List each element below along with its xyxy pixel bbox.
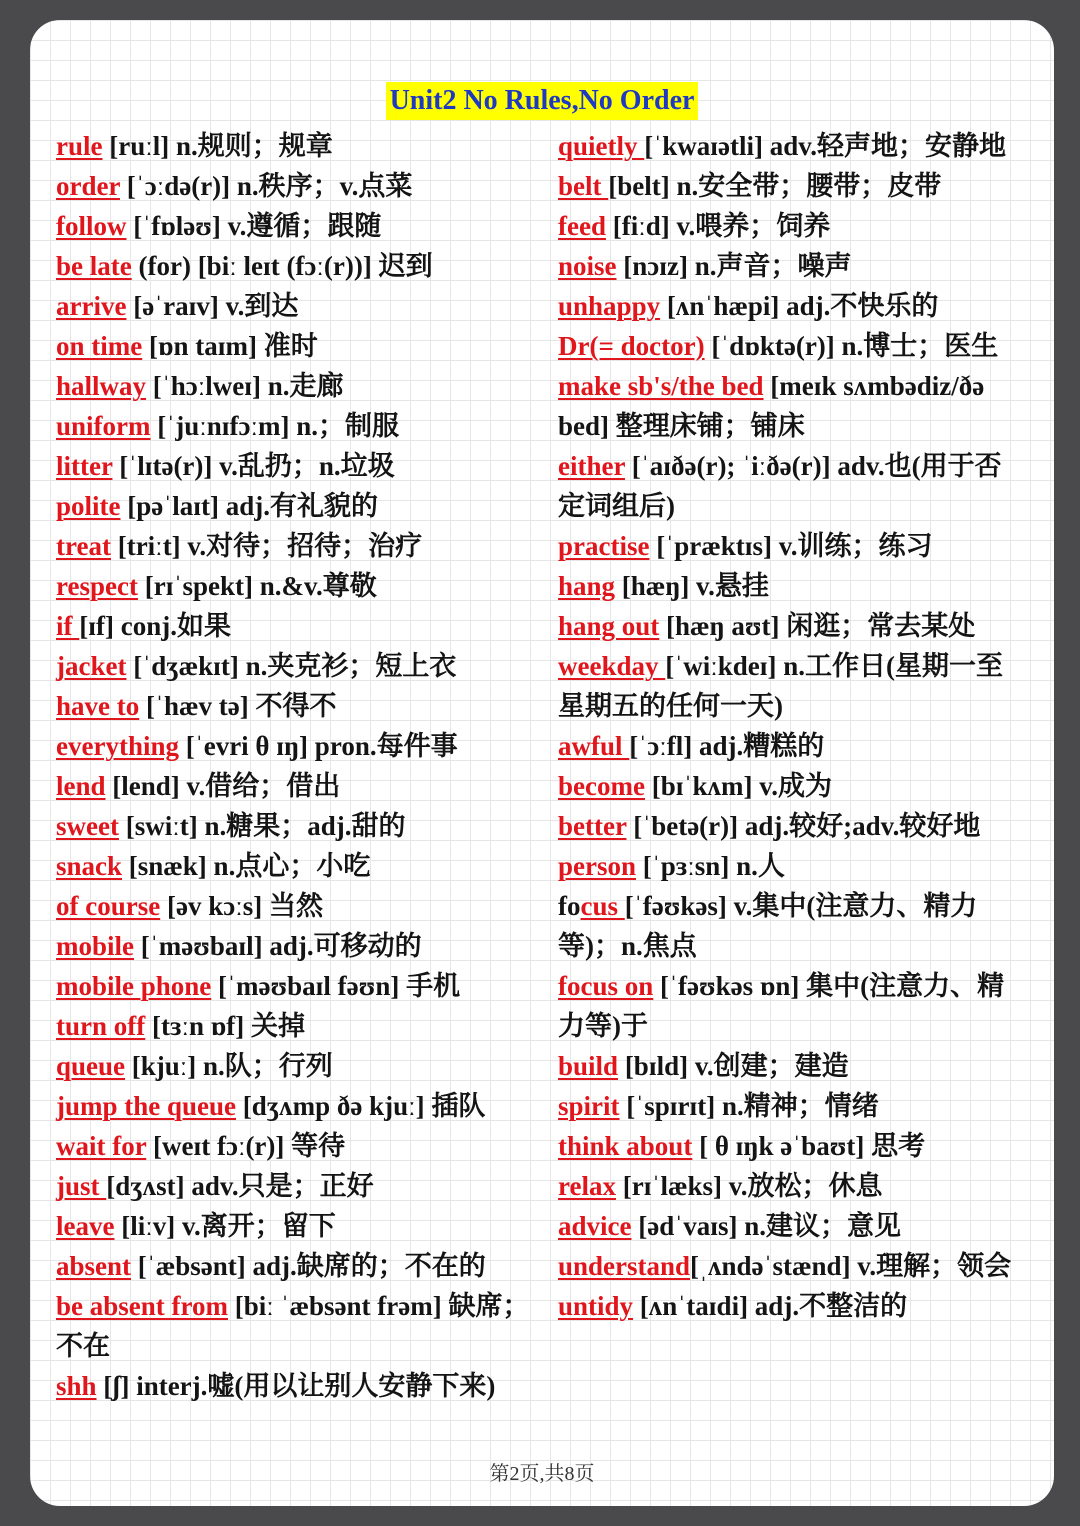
vocab-entry [56,686,532,726]
vocab-entry [558,1286,1028,1326]
vocab-word: wait for [56,1131,147,1161]
vocab-word: on time [56,331,143,361]
vocab-definition: [ θ ɪŋk əˈbaʊt] 思考 [692,1131,926,1161]
vocab-entry [56,126,532,166]
vocab-word: leave [56,1211,115,1241]
vocab-word: jump the queue [56,1091,237,1121]
page-number: 第2页,共8页 [489,1463,595,1485]
vocab-definition: [ˌʌndəˈstænd] v.理解；领会 [690,1251,1012,1281]
vocab-definition: [bɪˈkʌm] v.成为 [644,771,832,801]
vocab-entry [558,766,1028,806]
vocab-entry [56,606,532,646]
vocab-word: turn off [56,1011,146,1041]
vocab-definition: [ˈməʊbaɪl fəʊn] 手机 [211,971,461,1001]
unit-title [30,82,1054,120]
vocab-word: absent [56,1251,132,1281]
vocab-definition: [ˈɔːdə(r)] n.秩序；v.点菜 [119,171,413,201]
vocab-entry [558,1246,1028,1286]
vocab-definition: [ˈæbsənt] adj.缺席的；不在的 [131,1251,486,1281]
vocab-entry [558,1086,1028,1126]
vocab-entry [558,966,1028,1046]
vocab-definition: [ˈlɪtə(r)] v.乱扔；n.垃圾 [112,451,395,481]
vocab-entry [558,886,1028,966]
vocab-entry [56,486,532,526]
vocab-word: jacket [56,651,127,681]
vocab-definition: [dʒʌmp ðə kjuː] 插队 [236,1091,486,1121]
vocab-word: make sb's/the bed [558,371,764,401]
vocab-entry [56,206,532,246]
vocab-definition: [ˈfəʊkəs ɒn] 集中(注意力、精力等)于 [558,971,1005,1041]
vocab-definition: [ˈaɪðə(r); ˈiːðə(r)] adv.也(用于否定词组后) [558,451,1002,521]
vocab-entry [56,926,532,966]
vocab-word: build [558,1051,619,1081]
vocab-definition: [ˈpɜːsn] n.人 [636,851,785,881]
vocab-entry [56,1246,532,1286]
vocab-entry [56,526,532,566]
vocab-word: follow [56,211,127,241]
vocab-entry [56,1006,532,1046]
vocab-definition: [dʒʌst] adv.只是；正好 [106,1171,374,1201]
vocab-definition: [rɪˈlæks] v.放松；休息 [615,1171,883,1201]
vocab-definition: [meɪk sʌmbədiz/ðə bed] 整理床铺；铺床 [558,371,985,441]
vocab-definition: [ˈspɪrɪt] n.精神；情绪 [619,1091,879,1121]
vocab-definition: [rɪˈspekt] n.&v.尊敬 [137,571,377,601]
vocab-definition: [ˈevri θ ɪŋ] pron.每件事 [178,731,458,761]
vocab-definition: (for) [biː leɪt (fɔː(r))] 迟到 [131,251,433,281]
vocab-word: shh [56,1371,97,1401]
vocab-word: quietly [558,131,645,161]
vocab-definition: [hæŋ] v.悬挂 [615,571,769,601]
vocab-entry [558,286,1028,326]
vocab-word: relax [558,1171,616,1201]
vocab-entry [558,166,1028,206]
vocab-entry [56,326,532,366]
vocab-entry [56,766,532,806]
vocab-word: spirit [558,1091,620,1121]
vocab-word: become [558,771,645,801]
vocab-word: person [558,851,637,881]
vocab-entry [558,1126,1028,1166]
vocab-entry [558,1046,1028,1086]
vocab-definition: [ˈpræktɪs] v.训练；练习 [649,531,933,561]
vocab-word: polite [56,491,121,521]
vocab-word: lend [56,771,106,801]
right-column [558,126,1028,1326]
vocab-definition: [hæŋ aʊt] 闲逛；常去某处 [659,611,976,641]
vocab-word: untidy [558,1291,634,1321]
vocab-word: belt [558,171,609,201]
vocab-entry [558,206,1028,246]
vocab-definition: [əv kɔːs] 当然 [160,891,323,921]
vocab-entry [56,406,532,446]
vocab-definition: [pəˈlaɪt] adj.有礼貌的 [120,491,378,521]
vocab-definition: [ɒn taɪm] 准时 [142,331,318,361]
vocab-word: everything [56,731,179,761]
vocab-word: hang out [558,611,660,641]
vocab-entry [558,126,1028,166]
vocab-entry [56,1286,532,1366]
vocab-word: queue [56,1051,126,1081]
vocab-definition: [ədˈvaɪs] n.建议；意见 [631,1211,902,1241]
vocab-word: be absent from [56,1291,228,1321]
vocab-word: mobile [56,931,134,961]
vocab-word: have to [56,691,140,721]
vocab-entry [56,966,532,1006]
vocab-word: noise [558,251,617,281]
vocab-definition: [ˈməʊbaɪl] adj.可移动的 [134,931,422,961]
vocab-word: litter [56,451,113,481]
vocab-definition: [liːv] v.离开；留下 [114,1211,336,1241]
vocab-word: weekday [558,651,666,681]
vocab-word: cus [580,891,625,921]
vocab-definition: [ˈwiːkdeɪ] n.工作日(星期一至星期五的任何一天) [558,651,1004,721]
vocab-entry [558,606,1028,646]
vocab-prefix: fo [558,891,581,921]
vocab-entry [56,446,532,486]
vocab-word: hang [558,571,616,601]
vocab-word: feed [558,211,606,241]
vocab-definition: [ˈhɔːlweɪ] n.走廊 [146,371,344,401]
vocab-word: mobile phone [56,971,212,1001]
vocab-entry [56,726,532,766]
vocab-word: snack [56,851,123,881]
vocab-definition: [snæk] n.点心；小吃 [122,851,371,881]
vocab-entry [558,246,1028,286]
vocab-word: awful [558,731,630,761]
vocab-word: arrive [56,291,127,321]
vocab-definition: [fiːd] v.喂养；饲养 [605,211,831,241]
vocab-definition: [biː ˈæbsənt frəm] 缺席；不在 [56,1291,530,1361]
left-column [56,126,532,1406]
vocab-entry [558,726,1028,766]
vocab-definition: [lend] v.借给；借出 [105,771,341,801]
vocab-entry [558,326,1028,366]
vocab-entry [558,366,1028,446]
vocab-word: rule [56,131,103,161]
vocab-entry [56,846,532,886]
vocab-definition: [ˈbetə(r)] adj.较好;adv.较好地 [626,811,981,841]
vocab-word: Dr(= doctor) [558,331,705,361]
vocab-definition: [ˈkwaɪətli] adv.轻声地；安静地 [644,131,1007,161]
vocab-definition: [ʌnˈhæpi] adj.不快乐的 [660,291,939,321]
vocab-entry [558,646,1028,726]
vocab-entry [558,806,1028,846]
vocab-entry [56,566,532,606]
vocab-definition: [tɜːn ɒf] 关掉 [145,1011,306,1041]
vocab-entry [56,366,532,406]
vocab-entry [558,526,1028,566]
vocab-entry [56,1126,532,1166]
vocab-definition: [kjuː] n.队；行列 [125,1051,333,1081]
vocab-entry [56,646,532,686]
vocab-entry [558,1206,1028,1246]
vocab-word: focus on [558,971,654,1001]
vocab-definition: [nɔɪz] n.声音；噪声 [616,251,852,281]
vocab-entry [558,446,1028,526]
vocab-word: better [558,811,627,841]
vocab-definition: [triːt] v.对待；招待；治疗 [110,531,423,561]
vocab-word: respect [56,571,138,601]
vocab-word: practise [558,531,650,561]
vocab-word: order [56,171,120,201]
vocab-entry [56,1086,532,1126]
vocab-definition: [ˈhæv tə] 不得不 [139,691,337,721]
vocab-definition: [belt] n.安全带；腰带；皮带 [608,171,942,201]
vocab-definition: [ˈjuːnɪfɔːm] n.；制服 [150,411,399,441]
vocab-definition: [ʌnˈtaɪdi] adj.不整洁的 [633,1291,908,1321]
vocab-definition: [ˈdɒktə(r)] n.博士；医生 [704,331,999,361]
vocab-word: understand [558,1251,691,1281]
vocab-word: sweet [56,811,119,841]
vocab-word: uniform [56,411,151,441]
vocab-word: just [56,1171,107,1201]
vocab-definition: [ɪf] conj.如果 [79,611,231,641]
vocab-word: unhappy [558,291,661,321]
vocab-entry [56,286,532,326]
document-page [30,20,1054,1506]
vocab-entry [56,806,532,846]
vocab-entry [56,886,532,926]
vocab-definition: [əˈraɪv] v.到达 [126,291,299,321]
vocab-word: if [56,611,80,641]
vocab-definition: [ˈdʒækɪt] n.夹克衫；短上衣 [126,651,457,681]
vocab-entry [56,246,532,286]
vocab-definition: [weɪt fɔː(r)] 等待 [146,1131,346,1161]
vocab-word: think about [558,1131,693,1161]
vocab-word: treat [56,531,111,561]
vocab-entry [558,1166,1028,1206]
vocab-definition: [swiːt] n.糖果；adj.甜的 [118,811,406,841]
vocab-entry [558,566,1028,606]
vocab-entry [56,1366,532,1406]
vocab-definition: [bɪld] v.创建；建造 [618,1051,849,1081]
vocab-definition: [ruːl] n.规则；规章 [102,131,333,161]
vocab-word: advice [558,1211,632,1241]
unit-title-text: Unit2 No Rules,No Order [386,82,699,120]
vocab-entry [56,1206,532,1246]
vocab-word: hallway [56,371,147,401]
vocab-entry [56,1046,532,1086]
vocab-entry [56,1166,532,1206]
vocab-word: be late [56,251,132,281]
vocab-entry [558,846,1028,886]
vocab-definition: [ʃ] interj.嘘(用以让别人安静下来) [96,1371,496,1401]
vocab-definition: [ˈɔːfl] adj.糟糕的 [629,731,825,761]
vocab-word: either [558,451,625,481]
vocab-word: of course [56,891,161,921]
vocab-entry [56,166,532,206]
vocab-definition: [ˈfəʊkəs] v.集中(注意力、精力等)；n.焦点 [558,891,978,961]
vocab-definition: [ˈfɒləʊ] v.遵循；跟随 [126,211,382,241]
